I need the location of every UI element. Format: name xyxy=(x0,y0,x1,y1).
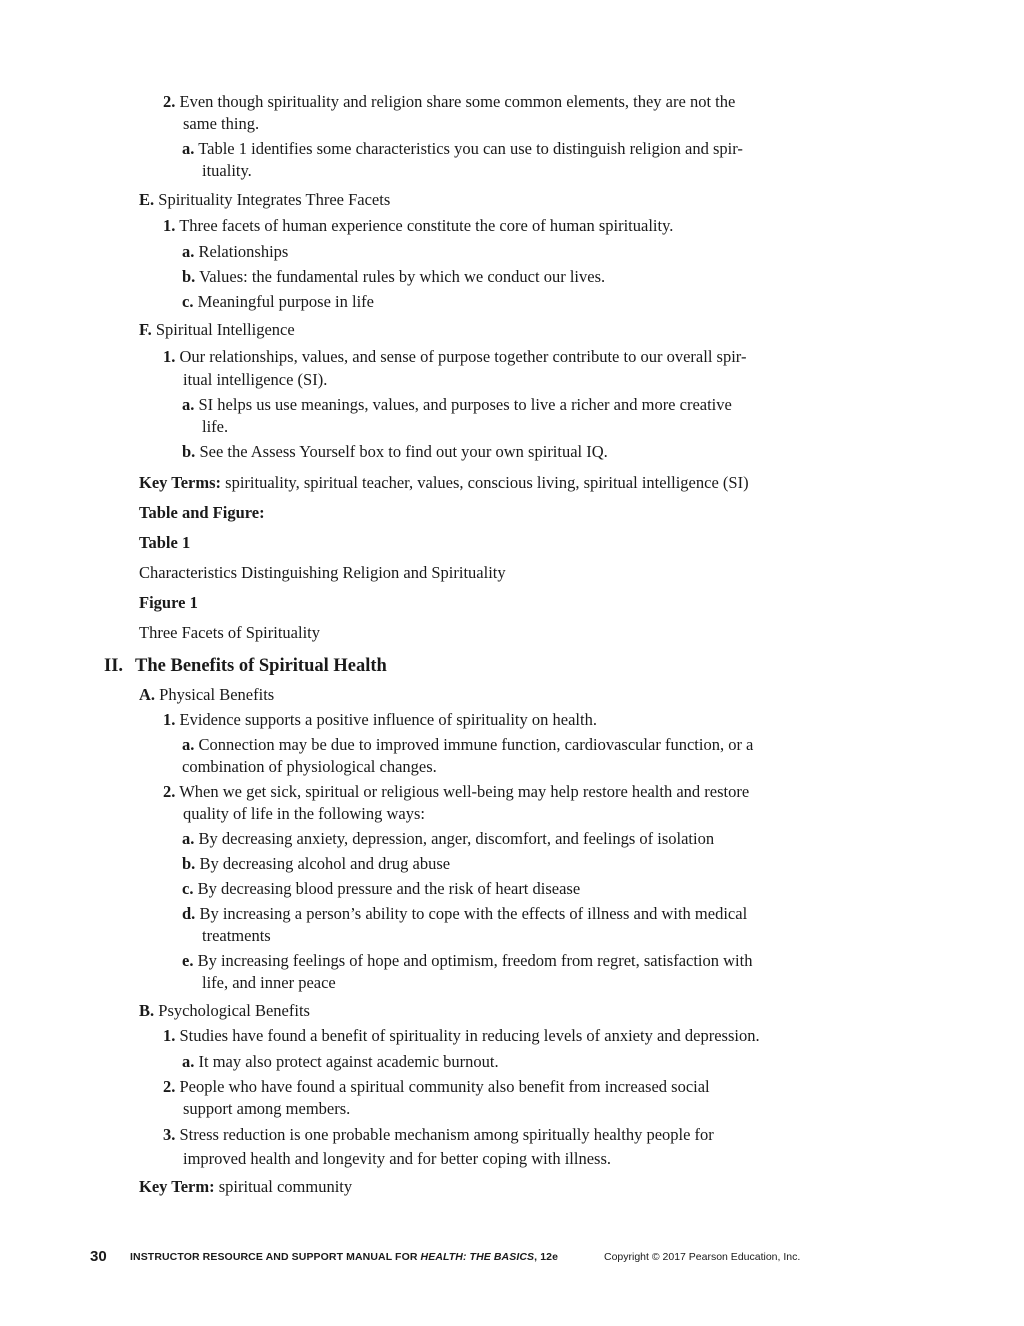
page-number: 30 xyxy=(90,1248,107,1265)
outline-item-a: a. Relationships xyxy=(182,242,289,261)
outline-continuation: life. xyxy=(202,417,229,436)
page-footer xyxy=(90,1248,830,1268)
outline-continuation: itual intelligence (SI). xyxy=(183,370,328,389)
outline-item-1: 1. Studies have found a benefit of spirituality in reducing levels of anxiety and depression. xyxy=(163,1026,760,1045)
outline-item-c: c. By decreasing blood pressure and the risk of heart disease xyxy=(182,879,581,898)
key-terms: Key Terms: spirituality, spiritual teacher, values, conscious living, spiritual intelligence (SI) xyxy=(139,473,749,492)
outline-item-c: c. Meaningful purpose in life xyxy=(182,292,374,311)
key-term: Key Term: spiritual community xyxy=(139,1177,353,1196)
outline-item-1: 1. Three facets of human experience constitute the core of human spirituality. xyxy=(163,216,674,235)
outline-item-2: 2. When we get sick, spiritual or religious well-being may help restore health and restore xyxy=(163,782,750,801)
figure-caption: Three Facets of Spirituality xyxy=(139,623,320,642)
outline-continuation: ituality. xyxy=(202,161,252,180)
outline-section-e: E. Spirituality Integrates Three Facets xyxy=(139,190,391,209)
outline-continuation: treatments xyxy=(202,926,271,945)
outline-item-a: a. It may also protect against academic burnout. xyxy=(182,1052,499,1071)
outline-continuation: quality of life in the following ways: xyxy=(183,804,425,823)
outline-continuation: support among members. xyxy=(183,1099,351,1118)
outline-item-a: a. By decreasing anxiety, depression, anger, discomfort, and feelings of isolation xyxy=(182,829,715,848)
table-label: Table 1 xyxy=(139,533,191,552)
outline-item-1: 1. Evidence supports a positive influence of spirituality on health. xyxy=(163,710,597,729)
outline-item-1: 1. Our relationships, values, and sense of purpose together contribute to our overall spir- xyxy=(163,347,747,366)
outline-item-2: 2. Even though spirituality and religion share some common elements, they are not the xyxy=(163,92,736,111)
outline-continuation: life, and inner peace xyxy=(202,973,336,992)
outline-continuation: improved health and longevity and for better coping with illness. xyxy=(183,1149,611,1168)
outline-item-a: a. Connection may be due to improved immune function, cardiovascular function, or a xyxy=(182,735,754,754)
outline-continuation: same thing. xyxy=(183,114,260,133)
footer-title: INSTRUCTOR RESOURCE AND SUPPORT MANUAL FOR HEALTH: THE BASICS, 12e xyxy=(130,1251,559,1263)
section-heading-ii: II. The Benefits of Spiritual Health xyxy=(104,656,387,676)
outline-section-a: A. Physical Benefits xyxy=(139,685,275,704)
table-caption: Characteristics Distinguishing Religion and Spirituality xyxy=(139,563,506,582)
outline-item-b: b. By decreasing alcohol and drug abuse xyxy=(182,854,451,873)
outline-section-f: F. Spiritual Intelligence xyxy=(139,320,295,339)
outline-item-b: b. See the Assess Yourself box to find out your own spiritual IQ. xyxy=(182,442,608,461)
outline-item-e: e. By increasing feelings of hope and optimism, freedom from regret, satisfaction with xyxy=(182,951,753,970)
figure-label: Figure 1 xyxy=(139,593,198,612)
outline-item-3: 3. Stress reduction is one probable mechanism among spiritually healthy people for xyxy=(163,1125,714,1144)
outline-item-b: b. Values: the fundamental rules by which we conduct our lives. xyxy=(182,267,606,286)
copyright-notice: Copyright © 2017 Pearson Education, Inc. xyxy=(604,1251,801,1263)
outline-section-b: B. Psychological Benefits xyxy=(139,1001,310,1020)
outline-item-a: a. Table 1 identifies some characteristics you can use to distinguish religion and spir- xyxy=(182,139,743,158)
outline-item-2: 2. People who have found a spiritual community also benefit from increased social xyxy=(163,1077,710,1096)
outline-item-d: d. By increasing a person’s ability to cope with the effects of illness and with medical xyxy=(182,904,748,923)
table-figure-heading: Table and Figure: xyxy=(139,503,265,522)
outline-continuation: combination of physiological changes. xyxy=(182,757,437,776)
outline-item-a: a. SI helps us use meanings, values, and purposes to live a richer and more creative xyxy=(182,395,732,414)
